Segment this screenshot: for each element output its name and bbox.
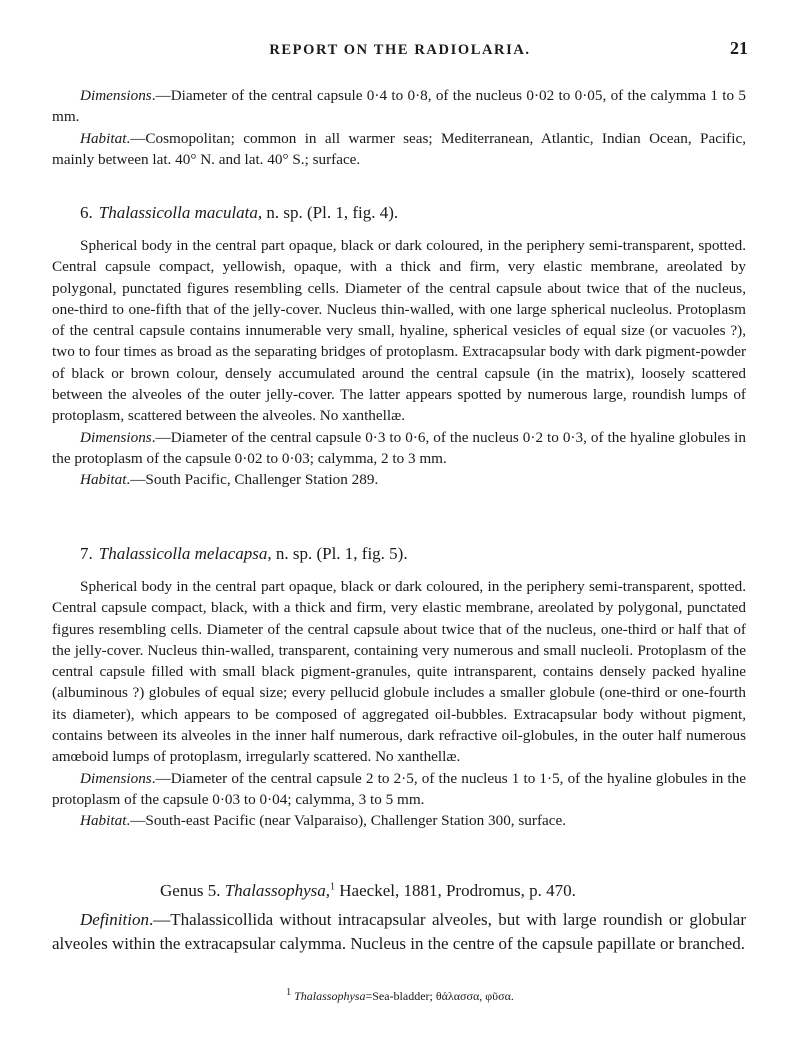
dimensions-label: Dimensions — [80, 769, 152, 787]
footnote-text: =Sea-bladder; θάλασσα, φῦσα. — [365, 989, 514, 1003]
definition-paragraph — [52, 908, 746, 957]
habitat-text: .—Cosmopolitan; common in all warmer seas; Mediterranean, Atlantic, Indian Ocean, Pacific, mainly between lat. 40° N. and lat. 40° S.; surface. — [52, 129, 746, 168]
species-7-habitat-paragraph — [52, 810, 746, 831]
species-6-dimensions-paragraph — [52, 427, 746, 470]
prev-dimensions-paragraph — [52, 85, 746, 128]
prev-species-block — [52, 85, 746, 170]
habitat-text: .—South-east Pacific (near Valparaiso), Challenger Station 300, surface. — [126, 812, 567, 830]
genus-definition — [52, 908, 746, 957]
genus-prefix: Genus 5. — [160, 881, 221, 900]
footnote-marker: 1 — [330, 881, 336, 893]
species-reference: , n. sp. (Pl. 1, fig. 5). — [267, 544, 408, 563]
species-6-block — [52, 235, 746, 491]
genus-citation: Haeckel, 1881, Prodromus, p. 470. — [339, 881, 576, 900]
species-6-habitat-paragraph — [52, 469, 746, 490]
dimensions-text: .—Diameter of the central capsule 2 to 2·5, of the nucleus 1 to 1·5, of the hyaline globules in the protoplasm of the capsule 0·03 to 0·04; calymma, 3 to 5 mm. — [52, 769, 746, 808]
definition-text: .—Thalassicollida without intracapsular alveoles, but with large roundish or globular alveoles within the extracapsular calymma. Nucleus in the centre of the capsule papillate or branched. — [52, 910, 746, 954]
species-number: 6. — [80, 203, 93, 222]
prev-habitat-paragraph — [52, 128, 746, 171]
dimensions-text: .—Diameter of the central capsule 0·3 to 0·6, of the nucleus 0·2 to 0·3, of the hyaline globules in the protoplasm of the capsule 0·02 to 0·03; calymma, 2 to 3 mm. — [52, 428, 746, 467]
species-6-description: Spherical body in the central part opaque, black or dark coloured, in the periphery semi-transparent, spotted. Central capsule compact, yellowish, opaque, with a thick and firm, very elastic membrane, areolated by polygonal, punctated figures resembling cells. Diameter of the central capsule about twice that of the nucleus, one-third to one-fifth that of the jelly-cover. Nucleus thin-walled, with one large spherical nucleolus. Protoplasm of the central capsule contains innumerable very small, hyaline, spherical vesicles of equal size (or vacuoles ?), two to four times as broad as the separating bridges of protoplasm. Extracapsular body with dark pigment-powder of black or brown colour, densely accumulated around the central capsule (in the matrix), loosely scattered between the alveoles of the outer jelly-cover. The latter appears spotted by numerous large, roundish lumps of protoplasm, scattered between the alveoles. No xanthellæ. — [52, 237, 746, 425]
species-7-block — [52, 576, 746, 832]
habitat-label: Habitat — [80, 471, 127, 489]
running-title: REPORT ON THE RADIOLARIA. — [269, 42, 531, 58]
page-number: 21 — [730, 38, 748, 58]
habitat-text: .—South Pacific, Challenger Station 289. — [126, 471, 379, 489]
genus-heading — [160, 880, 576, 901]
species-reference: , n. sp. (Pl. 1, fig. 4). — [257, 203, 399, 222]
dimensions-text: .—Diameter of the central capsule 0·4 to 0·8, of the nucleus 0·02 to 0·05, of the calymma 1 to 5 mm. — [52, 87, 746, 126]
species-7-dimensions-paragraph — [52, 768, 746, 811]
species-number: 7. — [80, 544, 93, 563]
species-6-heading — [80, 202, 398, 223]
footnote — [0, 986, 800, 1007]
habitat-label: Habitat — [80, 129, 127, 147]
dimensions-label: Dimensions — [80, 428, 152, 446]
genus-name: Thalassophysa, — [224, 881, 331, 900]
species-name: Thalassicolla maculata — [98, 203, 258, 222]
species-7-description: Spherical body in the central part opaque, black or dark coloured, in the periphery semi-transparent, spotted. Central capsule compact, black, with a thick and firm, very elastic membrane, areolated by polygonal, punctated figures resembling cells. Diameter of the central capsule about twice that of the nucleus, one-third or half that of the jelly-cover. Nucleus thin-walled, transparent, containing very numerous and small nucleoli. Protoplasm of the central capsule filled with small black pigment-granules, quite intransparent, contains densely packed hyaline (albuminous ?) globules of equal size; every pellucid globule includes a smaller globule (one-third or one-fourth its diameter), which appears to be composed of aggregated oil-bubbles. Extracapsular body without pigment, contains between its alveoles in the inner half numerous, dark refractive oil-globules, in the outer half numerous amœboid lumps of protoplasm, irregularly scattered. No xanthellæ. — [52, 578, 746, 766]
footnote-number: 1 — [286, 987, 292, 998]
running-head — [0, 40, 800, 64]
footnote-term: Thalassophysa — [294, 989, 366, 1003]
habitat-label: Habitat — [80, 812, 127, 830]
species-7-heading — [80, 543, 408, 564]
species-name: Thalassicolla melacapsa — [98, 544, 268, 563]
definition-label: Definition — [80, 910, 149, 929]
dimensions-label: Dimensions — [80, 87, 152, 104]
